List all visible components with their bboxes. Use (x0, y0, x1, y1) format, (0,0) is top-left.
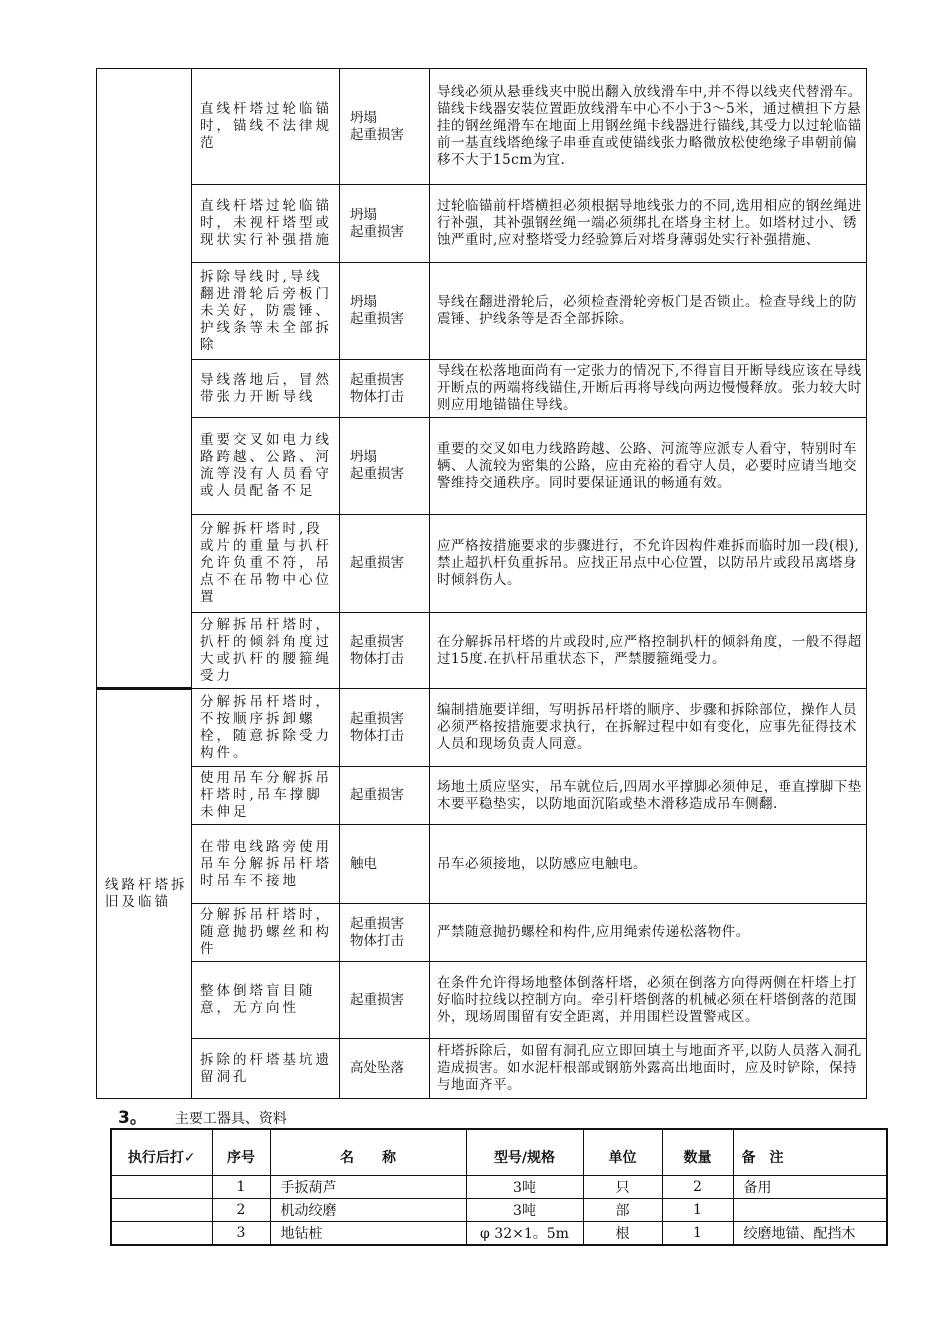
risk-row (97, 1039, 867, 1099)
section-number: 3。 (118, 1108, 147, 1128)
harm-cell: 起重损害 (340, 962, 430, 1039)
harm-cell: 起重损害 (340, 515, 430, 613)
harm-cell: 起重损害 物体打击 (340, 613, 430, 689)
qty-cell: 1 (662, 1199, 733, 1222)
measure-cell: 在条件允许得场地整体倒落杆塔，必须在倒落方向得两侧在杆塔上打好临时拉线以控制方向。牵引杆塔倒落的机械必须在杆塔倒落的范围外，现场周围留有安全距离，并用围栏设置警戒区。 (430, 962, 867, 1039)
measure-cell: 杆塔拆除后，如留有洞孔应立即回填土与地面齐平,以防人员落入洞孔造成损害。如水泥杆根部或钢筋外露高出地面时，应及时铲除，保持与地面齐平。 (430, 1039, 867, 1099)
risk-row (97, 613, 867, 689)
hazard-cell: 重要交叉如电力线路跨越、公路、河流等没有人员看守或人员配备不足 (192, 418, 340, 515)
check-cell[interactable] (111, 1222, 212, 1246)
name-cell: 机动绞磨 (270, 1199, 466, 1222)
name-cell: 地钻桩 (270, 1222, 466, 1246)
harm-cell: 坍塌 起重损害 (340, 69, 430, 185)
risk-table (96, 68, 867, 1099)
hazard-cell: 分解拆吊杆塔时，不按顺序拆卸螺栓，随意拆除受力构件。 (192, 689, 340, 767)
header-qty: 数量 (662, 1129, 733, 1176)
measure-cell: 重要的交叉如电力线路跨越、公路、河流等应派专人看守，特别时车辆、人流较为密集的公路，应由充裕的看守人员，必要时应请当地交警维持交通秩序。同时要保证通讯的畅通有效。 (430, 418, 867, 515)
qty-cell: 1 (662, 1222, 733, 1246)
header-note: 备 注 (733, 1129, 887, 1176)
header-spec: 型号/规格 (466, 1129, 583, 1176)
measure-cell: 应严格按措施要求的步骤进行，不允许因构件难拆而临时加一段(根),禁止超扒杆负重拆吊。应找正吊点中心位置，以防吊片或段吊离塔身时倾斜伤人。 (430, 515, 867, 613)
hazard-cell: 使用吊车分解拆吊杆塔时,吊车撑脚未伸足 (192, 767, 340, 825)
hazard-cell: 导线落地后，冒然带张力开断导线 (192, 360, 340, 418)
measure-cell: 吊车必须接地，以防感应电触电。 (430, 825, 867, 904)
risk-row (97, 418, 867, 515)
hazard-cell: 分解拆吊杆塔时，随意抛扔螺丝和构件 (192, 904, 340, 962)
risk-row (97, 962, 867, 1039)
harm-cell: 坍塌 起重损害 (340, 418, 430, 515)
category-cell (97, 69, 192, 689)
note-cell: 备用 (733, 1176, 887, 1199)
measure-cell: 导线在松落地面尚有一定张力的情况下,不得盲目开断导线应该在导线开断点的两端将线锚住,开断后再将导线向两边慢慢释放。张力较大时则应用地锚锚住导线。 (430, 360, 867, 418)
hazard-cell: 分解拆杆塔时,段或片的重量与扒杆允许负重不符，吊点不在吊物中心位置 (192, 515, 340, 613)
measure-cell: 编制措施要详细，写明拆吊杆塔的顺序、步骤和拆除部位，操作人员必须严格按措施要求执行，在拆解过程中如有变化，应事先征得技术人员和现场负责人同意。 (430, 689, 867, 767)
spec-cell: φ 32×1。5m (466, 1222, 583, 1246)
measure-cell: 场地土质应坚实，吊车就位后,四周水平撑脚必须伸足，垂直撑脚下垫木要平稳垫实，以防地面沉陷或垫木滑移造成吊车侧翻. (430, 767, 867, 825)
risk-row (97, 515, 867, 613)
check-cell[interactable] (111, 1199, 212, 1222)
harm-cell: 起重损害 物体打击 (340, 360, 430, 418)
no-cell: 2 (212, 1199, 270, 1222)
spec-cell: 3吨 (466, 1199, 583, 1222)
unit-cell: 部 (583, 1199, 662, 1222)
category-cell: 线路杆塔拆旧及临锚 (97, 689, 192, 1099)
hazard-cell: 直线杆塔过轮临锚时，未视杆塔型或现状实行补强措施 (192, 185, 340, 263)
measure-cell: 导线必须从悬垂线夹中脱出翻入放线滑车中,并不得以线夹代替滑车。锚线卡线器安装位置距放线滑车中心不小于3～5米，通过横担下方悬挂的钢丝绳滑车在地面上用钢丝绳卡线器进行锚线,其受力以过轮临锚前一基直线塔绝缘子串垂直或使锚线张力略微放松使绝缘子串朝前偏移不大于15cm为宜. (430, 69, 867, 185)
harm-cell: 起重损害 物体打击 (340, 689, 430, 767)
risk-row (97, 263, 867, 360)
tools-row (111, 1176, 887, 1199)
no-cell: 3 (212, 1222, 270, 1246)
check-cell[interactable] (111, 1176, 212, 1199)
tools-row (111, 1222, 887, 1246)
header-name: 名 称 (270, 1129, 466, 1176)
hazard-cell: 拆除导线时,导线翻进滑轮后旁板门未关好，防震锤、护线条等未全部拆除 (192, 263, 340, 360)
risk-row (97, 767, 867, 825)
section-title: 主要工器具、资料 (174, 1111, 287, 1127)
hazard-cell: 拆除的杆塔基坑遗留洞孔 (192, 1039, 340, 1099)
header-unit: 单位 (583, 1129, 662, 1176)
risk-row (97, 904, 867, 962)
unit-cell: 只 (583, 1176, 662, 1199)
header-check: 执行后打✓ (111, 1129, 212, 1176)
qty-cell: 2 (662, 1176, 733, 1199)
spec-cell: 3吨 (466, 1176, 583, 1199)
measure-cell: 过轮临锚前杆塔横担必须根据导地线张力的不同,选用相应的钢丝绳进行补强，其补强钢丝绳一端必须绑扎在塔身主材上。如塔材过小、锈蚀严重时,应对整塔受力经验算后对塔身薄弱处实行补强措施、 (430, 185, 867, 263)
harm-cell: 坍塌 起重损害 (340, 185, 430, 263)
hazard-cell: 直线杆塔过轮临锚时，锚线不法律规范 (192, 69, 340, 185)
tools-table (110, 1128, 888, 1246)
note-cell: 绞磨地锚、配挡木 (733, 1222, 887, 1246)
header-no: 序号 (212, 1129, 270, 1176)
measure-cell: 导线在翻进滑轮后，必须检查滑轮旁板门是否锁止。检查导线上的防震锤、护线条等是否全部拆除。 (430, 263, 867, 360)
risk-row (97, 185, 867, 263)
risk-row (97, 69, 867, 185)
harm-cell: 起重损害 (340, 767, 430, 825)
hazard-cell: 整体倒塔盲目随意，无方向性 (192, 962, 340, 1039)
section-heading (118, 1103, 287, 1128)
risk-row (97, 360, 867, 418)
harm-cell: 高处坠落 (340, 1039, 430, 1099)
risk-row (97, 689, 867, 767)
measure-cell: 在分解拆吊杆塔的片或段时,应严格控制扒杆的倾斜角度，一般不得超过15度.在扒杆吊重状态下，严禁腰箍绳受力。 (430, 613, 867, 689)
note-cell (733, 1199, 887, 1222)
unit-cell: 根 (583, 1222, 662, 1246)
harm-cell: 触电 (340, 825, 430, 904)
tools-header-row (111, 1129, 887, 1176)
risk-row (97, 825, 867, 904)
measure-cell: 严禁随意抛扔螺栓和构件,应用绳索传递松落物件。 (430, 904, 867, 962)
harm-cell: 起重损害 物体打击 (340, 904, 430, 962)
tools-row (111, 1199, 887, 1222)
hazard-cell: 在带电线路旁使用吊车分解拆吊杆塔时吊车不接地 (192, 825, 340, 904)
hazard-cell: 分解拆吊杆塔时，扒杆的倾斜角度过大或扒杆的腰箍绳受力 (192, 613, 340, 689)
name-cell: 手扳葫芦 (270, 1176, 466, 1199)
harm-cell: 坍塌 起重损害 (340, 263, 430, 360)
no-cell: 1 (212, 1176, 270, 1199)
